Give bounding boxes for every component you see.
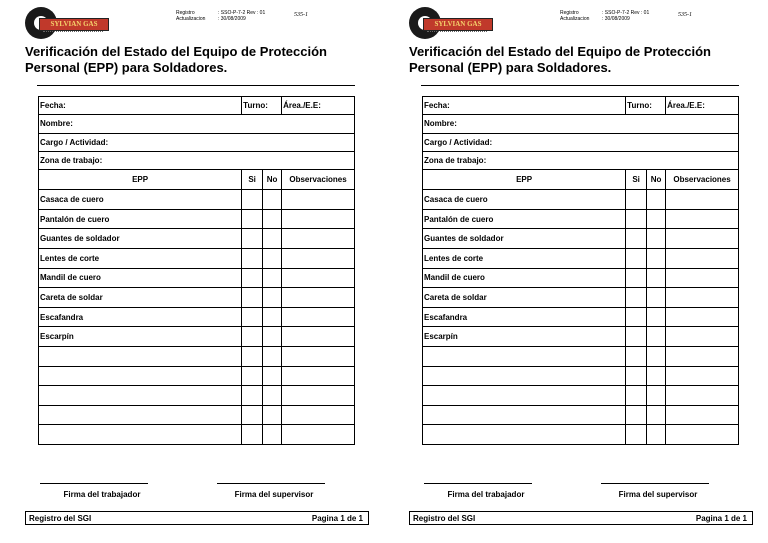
- observaciones-cell[interactable]: [666, 405, 739, 425]
- epp-item-label: Mandil de cuero: [423, 268, 626, 288]
- no-checkbox[interactable]: [263, 229, 282, 249]
- epp-form-table: [38, 96, 355, 445]
- si-checkbox[interactable]: [242, 386, 263, 406]
- document-code: 535-1: [294, 12, 308, 18]
- observaciones-column-header: Observaciones: [282, 170, 355, 190]
- no-checkbox[interactable]: [263, 190, 282, 210]
- si-checkbox[interactable]: [242, 248, 263, 268]
- si-checkbox[interactable]: [242, 229, 263, 249]
- no-checkbox[interactable]: [647, 327, 666, 347]
- observaciones-cell[interactable]: [282, 209, 355, 229]
- si-checkbox[interactable]: [626, 327, 647, 347]
- epp-item-label[interactable]: [39, 386, 242, 406]
- si-checkbox[interactable]: [242, 327, 263, 347]
- worker-signature-line[interactable]: [40, 483, 148, 484]
- table-row: [39, 209, 355, 229]
- epp-item-label[interactable]: [39, 366, 242, 386]
- company-logo: [409, 7, 491, 39]
- table-row: [423, 366, 739, 386]
- cargo-field[interactable]: Cargo / Actividad:: [423, 133, 739, 151]
- observaciones-cell[interactable]: [282, 405, 355, 425]
- epp-item-label: Careta de soldar: [423, 288, 626, 308]
- observaciones-cell[interactable]: [666, 425, 739, 445]
- si-column-header: Si: [626, 170, 647, 190]
- company-logo: [25, 7, 107, 39]
- si-checkbox[interactable]: [626, 248, 647, 268]
- epp-column-header: EPP: [39, 170, 242, 190]
- page-title: Verificación del Estado del Equipo de Protección Personal (EPP) para Soldadores.: [409, 44, 711, 75]
- no-checkbox[interactable]: [647, 248, 666, 268]
- epp-item-label: Escafandra: [423, 307, 626, 327]
- observaciones-cell[interactable]: [666, 190, 739, 210]
- observaciones-cell[interactable]: [282, 346, 355, 366]
- footer-bar: [409, 511, 753, 525]
- table-row: [39, 405, 355, 425]
- supervisor-signature-line[interactable]: [217, 483, 325, 484]
- no-checkbox[interactable]: [647, 268, 666, 288]
- fecha-field[interactable]: Fecha:: [423, 97, 626, 115]
- epp-item-label: Careta de soldar: [39, 288, 242, 308]
- no-checkbox[interactable]: [263, 405, 282, 425]
- footer-page-number: Pagina 1 de 1: [311, 514, 363, 523]
- table-row: [39, 190, 355, 210]
- logo-text: SYLVIAN GAS: [39, 18, 109, 31]
- observaciones-cell[interactable]: [666, 307, 739, 327]
- no-checkbox[interactable]: [647, 307, 666, 327]
- epp-item-label: Casaca de cuero: [39, 190, 242, 210]
- table-row: [423, 327, 739, 347]
- supervisor-signature-label: Firma del supervisor: [234, 490, 314, 499]
- no-checkbox[interactable]: [263, 268, 282, 288]
- no-checkbox[interactable]: [647, 346, 666, 366]
- table-row: [39, 366, 355, 386]
- epp-item-label: Pantalón de cuero: [423, 209, 626, 229]
- worker-signature-label: Firma del trabajador: [447, 490, 525, 499]
- si-checkbox[interactable]: [626, 366, 647, 386]
- epp-item-label: Lentes de corte: [39, 248, 242, 268]
- observaciones-cell[interactable]: [282, 248, 355, 268]
- area-field[interactable]: Área./E.E:: [282, 97, 355, 115]
- no-checkbox[interactable]: [263, 346, 282, 366]
- observaciones-cell[interactable]: [282, 268, 355, 288]
- no-checkbox[interactable]: [263, 386, 282, 406]
- table-row: [423, 190, 739, 210]
- si-checkbox[interactable]: [242, 346, 263, 366]
- table-row: [39, 248, 355, 268]
- epp-column-header: EPP: [423, 170, 626, 190]
- turno-field[interactable]: Turno:: [242, 97, 282, 115]
- page-title: Verificación del Estado del Equipo de Protección Personal (EPP) para Soldadores.: [25, 44, 327, 75]
- fecha-field[interactable]: Fecha:: [39, 97, 242, 115]
- observaciones-cell[interactable]: [282, 425, 355, 445]
- observaciones-cell[interactable]: [666, 366, 739, 386]
- observaciones-cell[interactable]: [282, 307, 355, 327]
- observaciones-cell[interactable]: [282, 327, 355, 347]
- observaciones-cell[interactable]: [282, 288, 355, 308]
- table-row: [423, 209, 739, 229]
- observaciones-cell[interactable]: [666, 229, 739, 249]
- no-checkbox[interactable]: [263, 425, 282, 445]
- no-checkbox[interactable]: [263, 327, 282, 347]
- epp-item-label[interactable]: [39, 346, 242, 366]
- no-checkbox[interactable]: [647, 405, 666, 425]
- observaciones-cell[interactable]: [666, 346, 739, 366]
- epp-item-label: Pantalón de cuero: [39, 209, 242, 229]
- no-column-header: No: [263, 170, 282, 190]
- si-checkbox[interactable]: [626, 386, 647, 406]
- supervisor-signature-line[interactable]: [601, 483, 709, 484]
- si-checkbox[interactable]: [626, 425, 647, 445]
- observaciones-cell[interactable]: [282, 386, 355, 406]
- no-checkbox[interactable]: [263, 248, 282, 268]
- no-checkbox[interactable]: [263, 366, 282, 386]
- si-checkbox[interactable]: [242, 268, 263, 288]
- table-row: [423, 386, 739, 406]
- si-checkbox[interactable]: [626, 307, 647, 327]
- observaciones-cell[interactable]: [666, 268, 739, 288]
- no-checkbox[interactable]: [647, 288, 666, 308]
- epp-item-label[interactable]: [423, 366, 626, 386]
- observaciones-column-header: Observaciones: [666, 170, 739, 190]
- table-row: [423, 248, 739, 268]
- table-row: [39, 386, 355, 406]
- table-row: [423, 307, 739, 327]
- epp-item-label[interactable]: [423, 346, 626, 366]
- table-row: [39, 229, 355, 249]
- epp-item-label: Mandil de cuero: [39, 268, 242, 288]
- epp-item-label: Casaca de cuero: [423, 190, 626, 210]
- si-checkbox[interactable]: [242, 425, 263, 445]
- table-row: [39, 268, 355, 288]
- epp-item-label: Guantes de soldador: [39, 229, 242, 249]
- table-row: [423, 288, 739, 308]
- observaciones-cell[interactable]: [282, 190, 355, 210]
- no-checkbox[interactable]: [263, 307, 282, 327]
- si-checkbox[interactable]: [242, 307, 263, 327]
- observaciones-cell[interactable]: [282, 229, 355, 249]
- table-row: [39, 327, 355, 347]
- observaciones-cell[interactable]: [666, 209, 739, 229]
- header-labels: Registro Actualizacion: [560, 10, 590, 22]
- table-row: [39, 425, 355, 445]
- no-checkbox[interactable]: [647, 425, 666, 445]
- table-row: [423, 346, 739, 366]
- header-labels: Registro Actualizacion: [176, 10, 206, 22]
- worker-signature-label: Firma del trabajador: [63, 490, 141, 499]
- footer-registro: Registro del SGI: [29, 514, 92, 523]
- table-header: [423, 170, 739, 190]
- si-checkbox[interactable]: [242, 288, 263, 308]
- nombre-field[interactable]: Nombre:: [423, 115, 739, 133]
- no-checkbox[interactable]: [647, 366, 666, 386]
- divider: [421, 85, 739, 86]
- zona-field[interactable]: Zona de trabajo:: [39, 151, 355, 169]
- si-column-header: Si: [242, 170, 263, 190]
- epp-item-label[interactable]: [423, 386, 626, 406]
- header-values: : SSO-P-7-2 Rev : 01 : 30/08/2009: [602, 10, 650, 22]
- table-row: [423, 229, 739, 249]
- no-column-header: No: [647, 170, 666, 190]
- no-checkbox[interactable]: [647, 190, 666, 210]
- no-checkbox[interactable]: [647, 386, 666, 406]
- si-checkbox[interactable]: [242, 209, 263, 229]
- header-values: : SSO-P-7-2 Rev : 01 : 30/08/2009: [218, 10, 266, 22]
- si-checkbox[interactable]: [626, 405, 647, 425]
- si-checkbox[interactable]: [242, 190, 263, 210]
- si-checkbox[interactable]: [626, 288, 647, 308]
- no-checkbox[interactable]: [647, 229, 666, 249]
- form-page-right: [384, 0, 768, 543]
- table-row: [423, 425, 739, 445]
- observaciones-cell[interactable]: [666, 288, 739, 308]
- table-row: [423, 268, 739, 288]
- observaciones-cell[interactable]: [666, 386, 739, 406]
- table-row: [39, 307, 355, 327]
- si-checkbox[interactable]: [242, 405, 263, 425]
- epp-item-label: Lentes de corte: [423, 248, 626, 268]
- epp-item-label[interactable]: [423, 425, 626, 445]
- observaciones-cell[interactable]: [666, 248, 739, 268]
- zona-field[interactable]: Zona de trabajo:: [423, 151, 739, 169]
- area-field[interactable]: Área./E.E:: [666, 97, 739, 115]
- epp-item-label[interactable]: [39, 405, 242, 425]
- nombre-field[interactable]: Nombre:: [39, 115, 355, 133]
- document-code: 535-1: [678, 12, 692, 18]
- table-header: [39, 170, 355, 190]
- epp-item-label: Escafandra: [39, 307, 242, 327]
- cargo-field[interactable]: Cargo / Actividad:: [39, 133, 355, 151]
- si-checkbox[interactable]: [626, 268, 647, 288]
- supervisor-signature-label: Firma del supervisor: [618, 490, 698, 499]
- si-checkbox[interactable]: [626, 346, 647, 366]
- si-checkbox[interactable]: [626, 190, 647, 210]
- table-row: [423, 405, 739, 425]
- epp-item-label[interactable]: [423, 405, 626, 425]
- footer-registro: Registro del SGI: [413, 514, 476, 523]
- no-checkbox[interactable]: [263, 209, 282, 229]
- no-checkbox[interactable]: [647, 209, 666, 229]
- epp-item-label: Escarpín: [39, 327, 242, 347]
- no-checkbox[interactable]: [263, 288, 282, 308]
- divider: [37, 85, 355, 86]
- logo-text: SYLVIAN GAS: [423, 18, 493, 31]
- si-checkbox[interactable]: [626, 229, 647, 249]
- table-row: [39, 288, 355, 308]
- epp-item-label: Escarpín: [423, 327, 626, 347]
- observaciones-cell[interactable]: [666, 327, 739, 347]
- epp-item-label[interactable]: [39, 425, 242, 445]
- epp-form-table: [422, 96, 739, 445]
- epp-item-label: Guantes de soldador: [423, 229, 626, 249]
- worker-signature-line[interactable]: [424, 483, 532, 484]
- footer-page-number: Pagina 1 de 1: [695, 514, 747, 523]
- observaciones-cell[interactable]: [282, 366, 355, 386]
- si-checkbox[interactable]: [626, 209, 647, 229]
- turno-field[interactable]: Turno:: [626, 97, 666, 115]
- table-row: [39, 346, 355, 366]
- footer-bar: [25, 511, 369, 525]
- si-checkbox[interactable]: [242, 366, 263, 386]
